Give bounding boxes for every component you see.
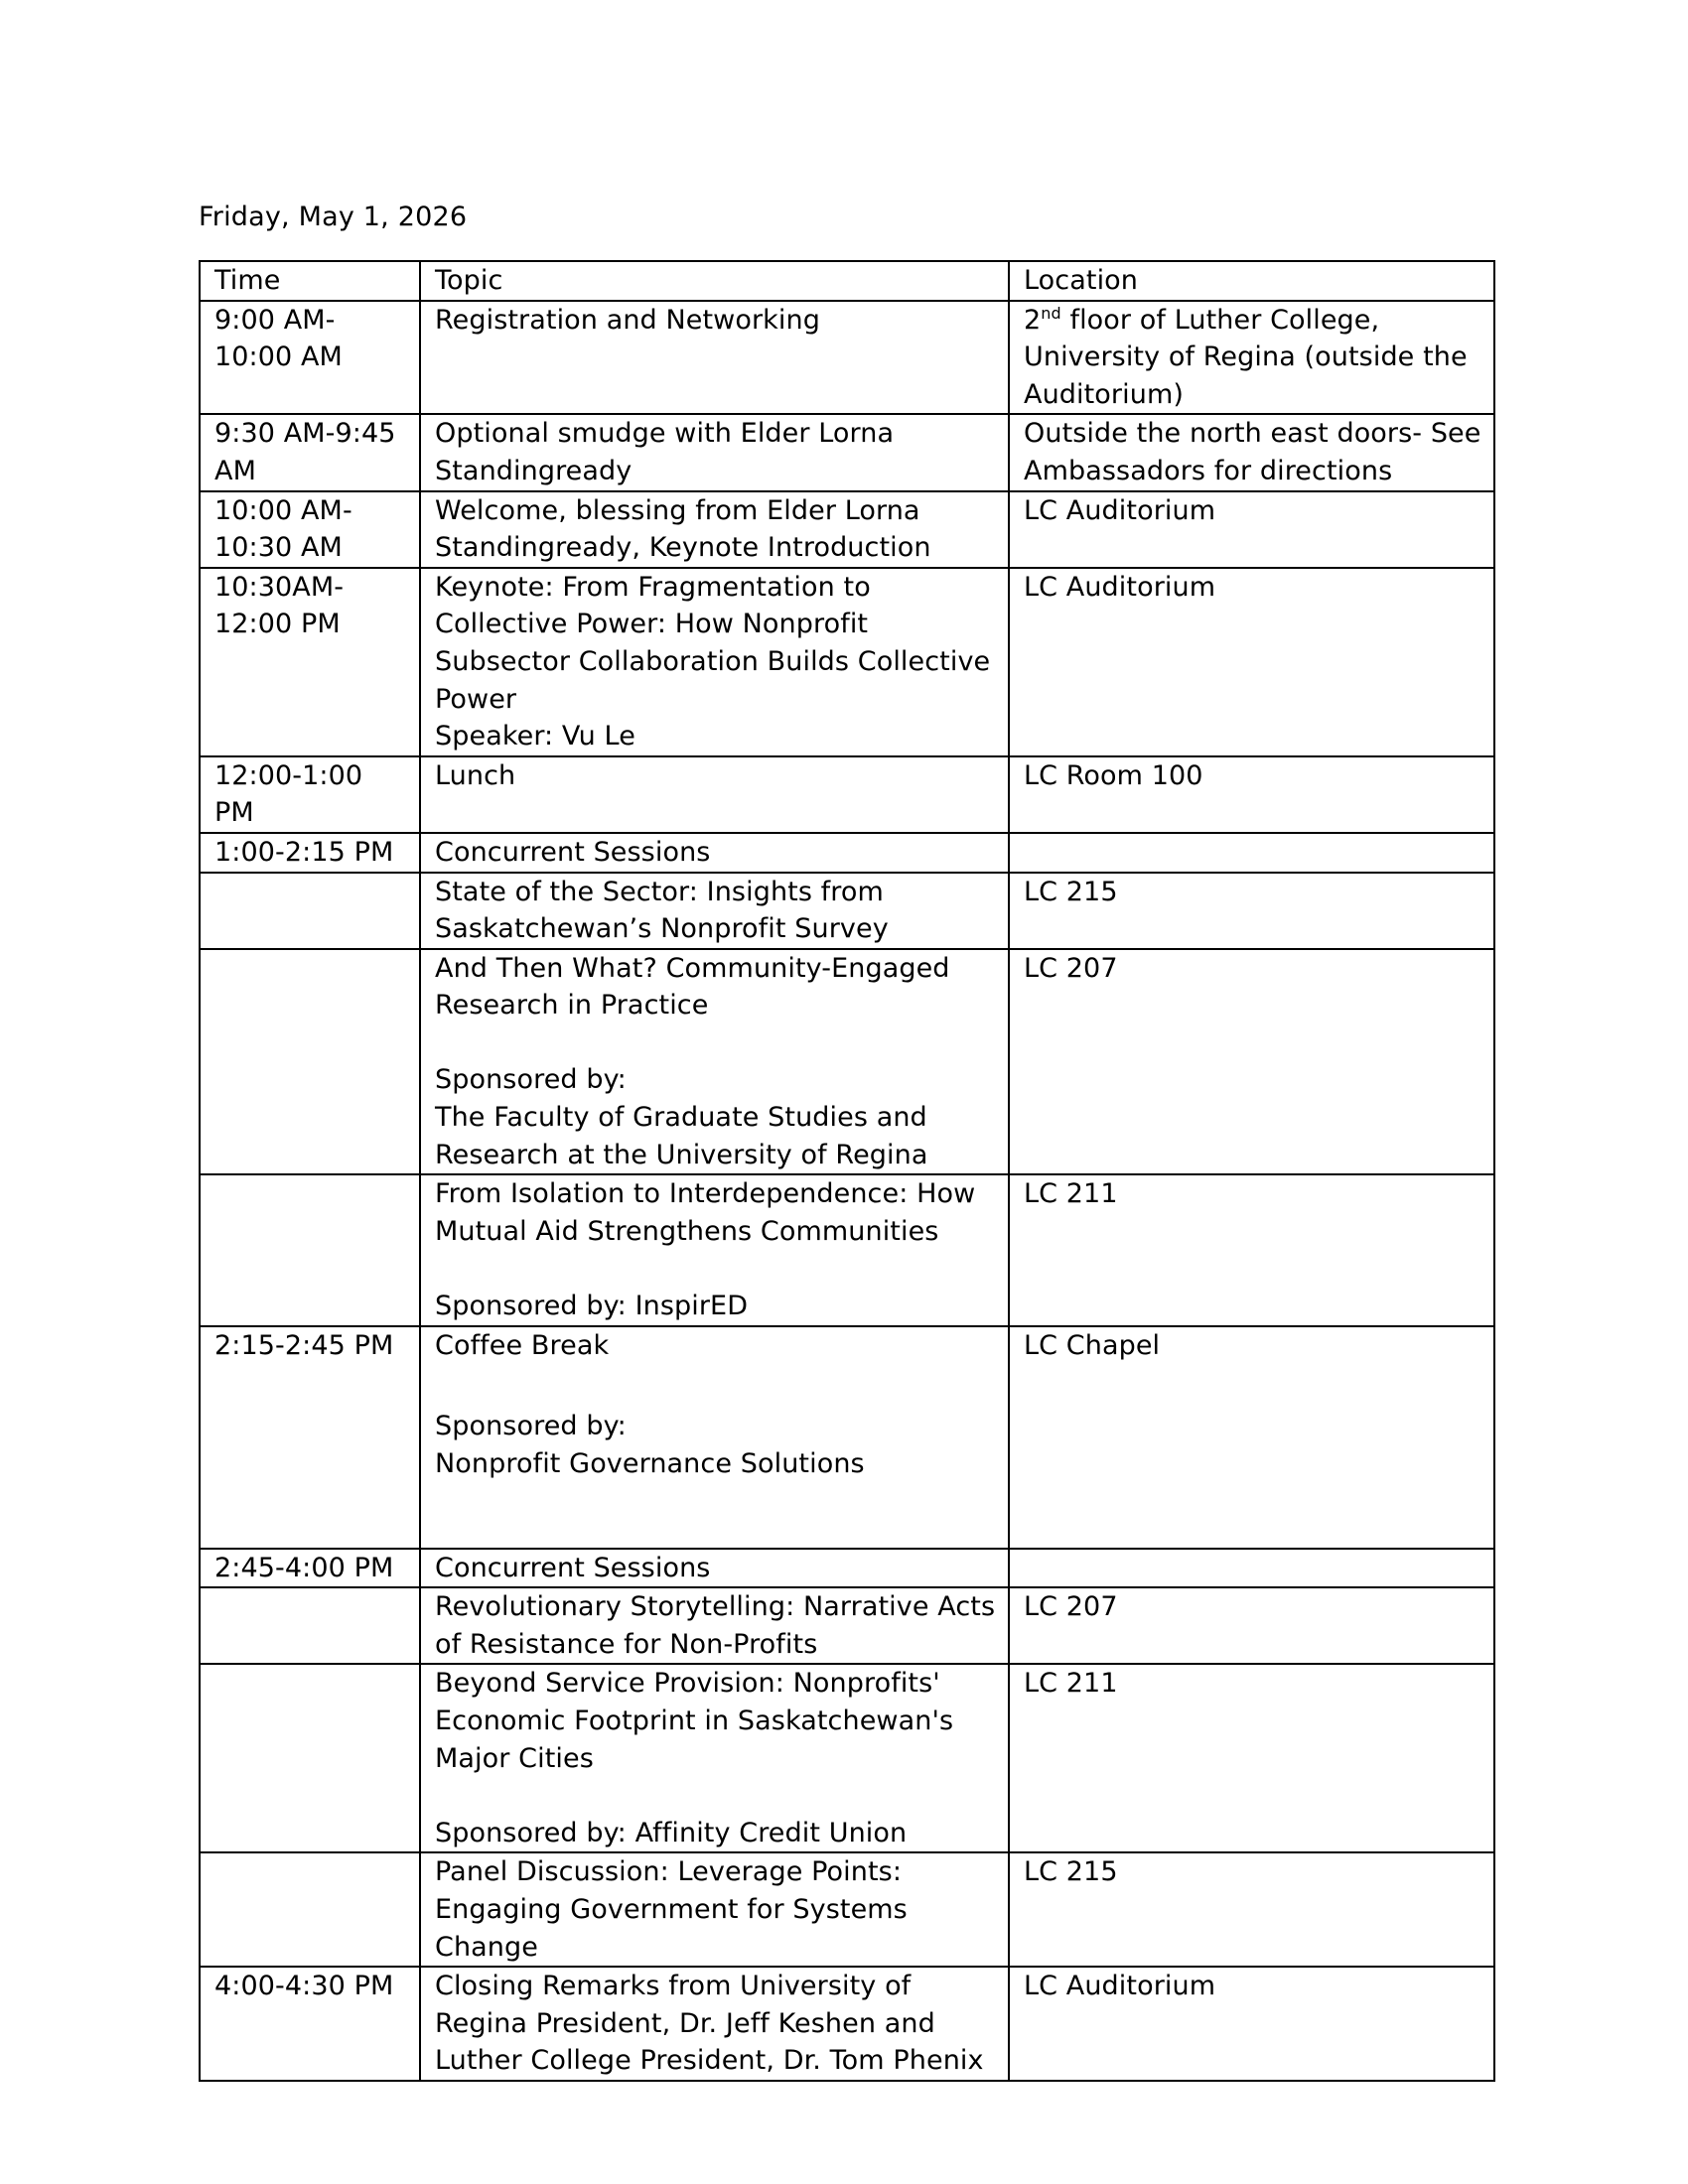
topic-cell: Revolutionary Storytelling: Narrative Acts of Resistance for Non-Profits	[420, 1587, 1009, 1664]
time-cell: 10:00 AM-10:30 AM	[200, 491, 420, 568]
time-cell	[200, 873, 420, 949]
topic-cell: Panel Discussion: Leverage Points: Engaging Government for Systems Change	[420, 1852, 1009, 1967]
sponsor-name: Sponsored by: InspirED	[435, 1291, 749, 1322]
topic-title: Beyond Service Provision: Nonprofits' Economic Footprint in Saskatchewan's Major Cities	[435, 1668, 954, 1774]
time-cell: 9:30 AM-9:45 AM	[200, 414, 420, 490]
topic-speaker: Speaker: Vu Le	[435, 721, 635, 752]
location-text: floor of Luther College, University of Regina (outside the Auditorium)	[1024, 304, 1468, 410]
topic-cell: Concurrent Sessions	[420, 1549, 1009, 1588]
topic-cell	[420, 1326, 1009, 1549]
topic-title: And Then What? Community-Engaged Research in Practice	[435, 952, 950, 1022]
location-cell	[1009, 833, 1494, 873]
table-row	[200, 1549, 1494, 1588]
header-topic: Topic	[420, 261, 1009, 301]
header-location: Location	[1009, 261, 1494, 301]
location-cell: LC Chapel	[1009, 1326, 1494, 1549]
topic-cell: Lunch	[420, 756, 1009, 833]
location-cell: LC 211	[1009, 1664, 1494, 1852]
location-ordinal: 2	[1024, 304, 1042, 336]
header-time: Time	[200, 261, 420, 301]
table-row	[200, 756, 1494, 833]
schedule-table	[199, 260, 1495, 2082]
topic-title: From Isolation to Interdependence: How Mutual Aid Strengthens Communities	[435, 1178, 976, 1247]
topic-cell	[420, 949, 1009, 1175]
table-row	[200, 873, 1494, 949]
location-cell	[1009, 1549, 1494, 1588]
location-cell: LC Auditorium	[1009, 1967, 1494, 2081]
location-cell: LC Room 100	[1009, 756, 1494, 833]
topic-cell: Concurrent Sessions	[420, 833, 1009, 873]
table-row	[200, 414, 1494, 490]
table-row	[200, 491, 1494, 568]
topic-title: Coffee Break	[435, 1329, 610, 1361]
location-cell: LC 207	[1009, 1587, 1494, 1664]
topic-cell	[420, 1174, 1009, 1325]
table-row	[200, 1174, 1494, 1325]
topic-cell	[420, 1664, 1009, 1852]
sponsor-label: Sponsored by:	[435, 1064, 627, 1096]
time-cell: 2:45-4:00 PM	[200, 1549, 420, 1588]
time-cell	[200, 1587, 420, 1664]
time-cell: 12:00-1:00 PM	[200, 756, 420, 833]
sponsor-name: Sponsored by: Affinity Credit Union	[435, 1817, 908, 1848]
table-row	[200, 833, 1494, 873]
time-cell	[200, 949, 420, 1175]
table-row	[200, 1326, 1494, 1549]
table-row	[200, 301, 1494, 415]
topic-cell	[420, 568, 1009, 756]
topic-cell: Welcome, blessing from Elder Lorna Standingready, Keynote Introduction	[420, 491, 1009, 568]
time-cell: 4:00-4:30 PM	[200, 1967, 420, 2081]
header-row	[200, 261, 1494, 301]
time-cell: 1:00-2:15 PM	[200, 833, 420, 873]
schedule-date: Friday, May 1, 2026	[199, 202, 468, 232]
time-cell	[200, 1664, 420, 1852]
table-row	[200, 568, 1494, 756]
location-cell: LC 211	[1009, 1174, 1494, 1325]
location-cell: Outside the north east doors- See Ambassadors for directions	[1009, 414, 1494, 490]
table-row	[200, 1664, 1494, 1852]
topic-title: Keynote: From Fragmentation to Collective Power: How Nonprofit Subsector Collaboration Builds Collective Power	[435, 571, 991, 715]
time-cell: 10:30AM-12:00 PM	[200, 568, 420, 756]
location-ordinal-suffix: nd	[1041, 303, 1061, 323]
time-cell: 9:00 AM-10:00 AM	[200, 301, 420, 415]
time-cell	[200, 1852, 420, 1967]
location-cell: LC 215	[1009, 873, 1494, 949]
location-cell: LC Auditorium	[1009, 491, 1494, 568]
sponsor-name: Nonprofit Governance Solutions	[435, 1447, 865, 1479]
location-cell	[1009, 301, 1494, 415]
topic-cell: Registration and Networking	[420, 301, 1009, 415]
table-row	[200, 1967, 1494, 2081]
location-cell: LC 207	[1009, 949, 1494, 1175]
time-cell	[200, 1174, 420, 1325]
location-cell: LC 215	[1009, 1852, 1494, 1967]
topic-cell: Optional smudge with Elder Lorna Standingready	[420, 414, 1009, 490]
sponsor-label: Sponsored by:	[435, 1411, 627, 1442]
location-cell: LC Auditorium	[1009, 568, 1494, 756]
table-row	[200, 1587, 1494, 1664]
sponsor-name: The Faculty of Graduate Studies and Research at the University of Regina	[435, 1102, 928, 1170]
table-row	[200, 949, 1494, 1175]
topic-cell: State of the Sector: Insights from Saskatchewan’s Nonprofit Survey	[420, 873, 1009, 949]
time-cell: 2:15-2:45 PM	[200, 1326, 420, 1549]
topic-cell: Closing Remarks from University of Regina President, Dr. Jeff Keshen and Luther College President, Dr. Tom Phenix	[420, 1967, 1009, 2081]
table-row	[200, 1852, 1494, 1967]
